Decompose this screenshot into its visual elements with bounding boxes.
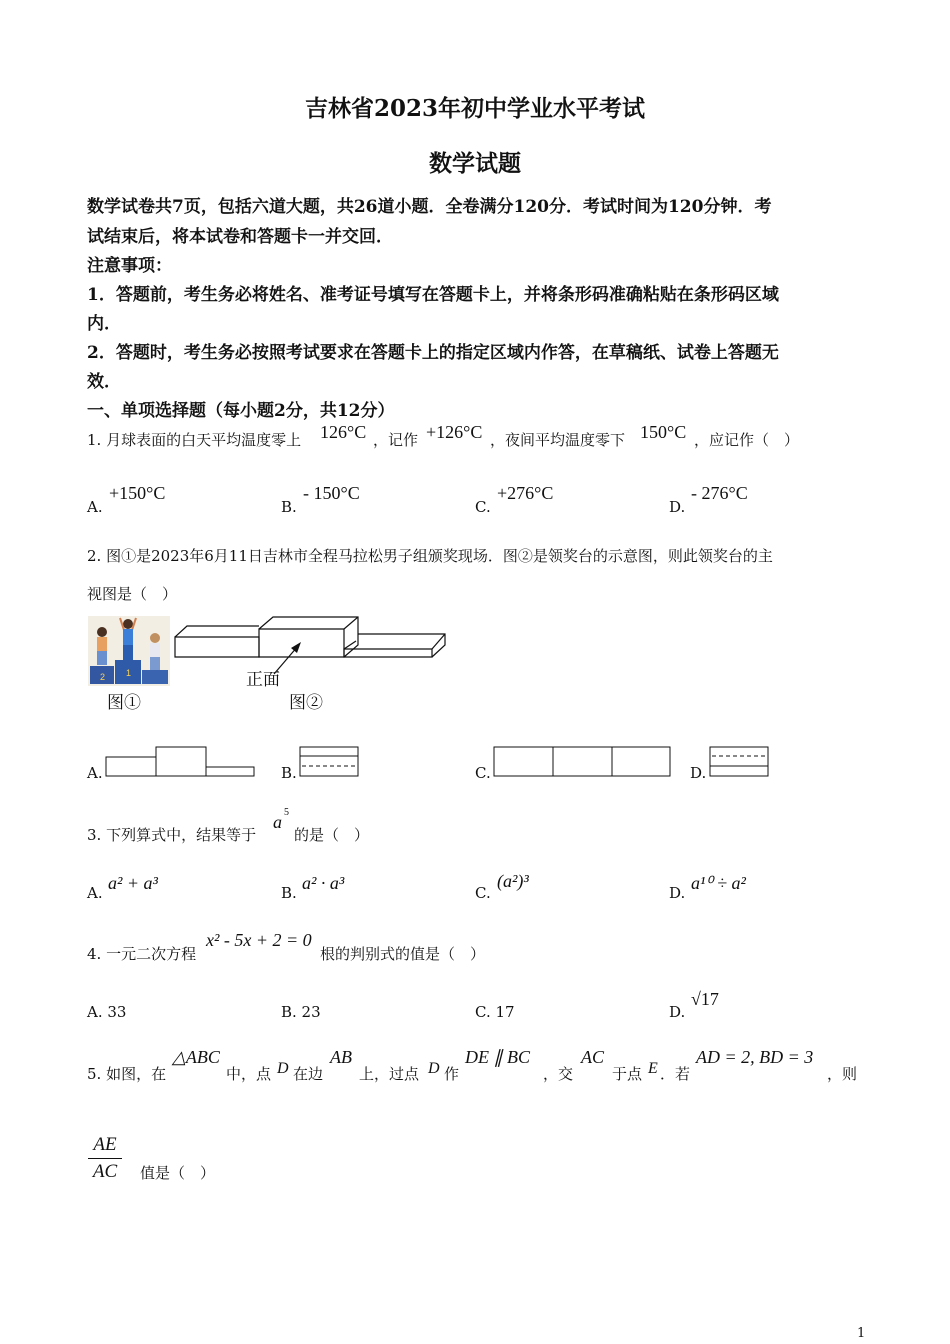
q2-option-d-figure[interactable] [708,745,770,779]
q2-option-a-figure[interactable] [104,745,256,779]
q5-text-f: ，交 [543,1065,574,1083]
q4-text-a: 4. 一元二次方程 [87,945,197,963]
q2-option-d-label[interactable]: D. [690,764,707,782]
q4-option-a[interactable]: A. 33 [87,1003,127,1021]
q2-option-c-figure[interactable] [492,745,672,779]
q5-text-e: 作 [444,1065,460,1083]
q1-option-a-label[interactable]: A. [87,498,103,516]
q1-option-c-label[interactable]: C. [475,498,491,516]
q1-math-2: +126°C [426,422,483,442]
q5-segment-ac: AC [581,1047,605,1067]
q5-point-e: E [648,1060,658,1077]
q1-option-c-value: +276°C [497,483,554,503]
figure-1-photo [88,616,170,686]
q2-option-b-label[interactable]: B. [281,764,297,782]
q5-text-c: 在边 [293,1065,324,1083]
q1-option-b-value: - 150°C [303,483,360,503]
q5-text-b: 中，点 [226,1065,272,1083]
intro-line-2: 试结束后，将本试卷和答题卡一并交回． [87,227,393,247]
q5-text-d: 上，过点 [359,1065,420,1083]
q3-option-c-label[interactable]: C. [475,884,491,902]
q3-option-d-value: a¹⁰ ÷ a² [691,873,746,893]
q5-given-lengths: AD = 2, BD = 3 [696,1047,814,1067]
q1-option-b-label[interactable]: B. [281,498,297,516]
page-number: 1 [857,1326,866,1341]
q3-option-d-label[interactable]: D. [669,884,686,902]
q5-text-i: ，则 [827,1065,858,1083]
q1-option-d-value: - 276°C [691,483,748,503]
note-1-line-2: 内． [87,314,121,334]
q1-math-3: 150°C [640,422,687,442]
svg-text:1: 1 [126,668,132,678]
notice-title: 注意事项： [87,256,172,276]
q4-option-d-value: √17 [691,989,719,1009]
q3-option-a-label[interactable]: A. [87,884,103,902]
q2-option-b-figure[interactable] [298,745,360,779]
q5-parallel: DE ∥ BC [465,1047,530,1067]
q2-option-c-label[interactable]: C. [475,764,491,782]
q4-equation: x² - 5x + 2 = 0 [206,930,312,950]
figure-2-caption: 图② [289,693,323,713]
q5-fraction-bar [88,1158,122,1159]
q3-option-c-value: (a²)³ [497,871,529,891]
q4-option-d-label[interactable]: D. [669,1003,686,1021]
q3-option-a-value: a² + a³ [108,873,158,893]
q5-text-a: 5. 如图，在 [87,1065,167,1083]
q5-text-h: ．若 [660,1065,691,1083]
q5-point-d-2: D [428,1060,440,1077]
q3-text-b: 的是（ ） [294,826,370,844]
q4-option-b[interactable]: B. 23 [281,1003,321,1021]
note-2-line-1: 2．答题时，考生务必按照考试要求在答题卡上的指定区域内作答，在草稿纸、试卷上答题无 [87,343,779,363]
section-heading: 一、单项选择题（每小题2分，共12分） [87,401,395,421]
q1-text-a: 1. 月球表面的白天平均温度零上 [87,431,302,449]
q5-triangle: △ABC [172,1047,220,1067]
page-subtitle: 数学试题 [429,150,521,177]
q5-segment-ab: AB [330,1047,352,1067]
q4-text-b: 根的判别式的值是（ ） [320,945,486,963]
figure-2-podium [170,612,460,692]
q1-text-d: ，应记作（ ） [694,431,800,449]
svg-text:2: 2 [100,672,106,682]
q3-option-b-value: a² · a³ [302,873,345,893]
q5-text-g: 于点 [612,1065,643,1083]
q3-text-a: 3. 下列算式中，结果等于 [87,826,257,844]
q5-point-d-1: D [277,1060,289,1077]
q2-option-a-label[interactable]: A. [87,764,103,782]
front-label: 正面 [246,670,280,690]
q5-fraction-denominator: AC [92,1161,118,1182]
figure-1-caption: 图① [107,693,141,713]
q3-option-b-label[interactable]: B. [281,884,297,902]
q1-option-a-value: +150°C [109,483,166,503]
q1-math-1: 126°C [320,422,367,442]
q1-text-c: ，夜间平均温度零下 [490,431,626,449]
page-title: 吉林省2023年初中学业水平考试 [304,95,645,122]
q2-line-2: 视图是（ ） [87,585,178,603]
q5-fraction-numerator: AE [93,1134,117,1155]
q2-line-1: 2. 图①是2023年6月11日吉林市全程马拉松男子组颁奖现场．图②是领奖台的示意图，则此领奖台的主 [87,547,773,565]
q5-text-j: 值是（ ） [140,1164,216,1182]
q1-option-d-label[interactable]: D. [669,498,686,516]
q3-math-exp: 5 [284,807,289,818]
q4-option-c[interactable]: C. 17 [475,1003,515,1021]
q5-fraction [88,1134,122,1183]
q1-text-b: ，记作 [373,431,419,449]
note-2-line-2: 效． [87,372,121,392]
intro-line-1: 数学试卷共7页，包括六道大题，共26道小题．全卷满分120分．考试时间为120分钟．考 [87,197,772,217]
q3-math-base: a [273,812,282,832]
note-1-line-1: 1．答题前，考生务必将姓名、准考证号填写在答题卡上，并将条形码准确粘贴在条形码区域 [87,285,779,305]
